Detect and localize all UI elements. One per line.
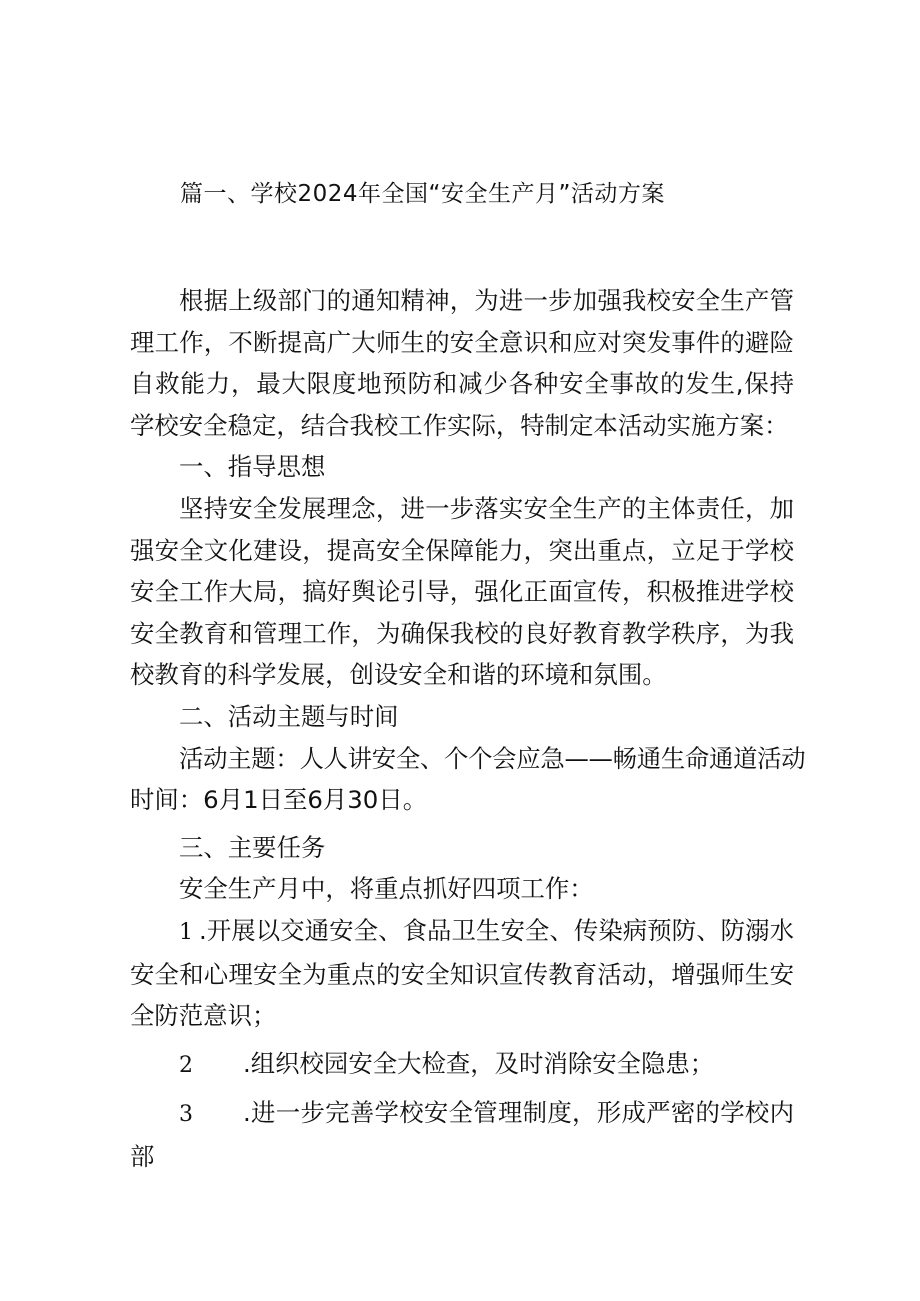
task-item-text: .进一步完善学校安全管理制度，形成严密的学校内部 xyxy=(130,1098,794,1171)
task-item-text: .组织校园安全大检查，及时消除安全隐患； xyxy=(243,1048,715,1078)
guiding-thought-paragraph: 坚持安全发展理念，进一步落实安全生产的主体责任，加强安全文化建设，提高安全保障能力，突出重点，立足于学校安全工作大局，搞好舆论引导，强化正面宣传，积极推进学校安全教育和管理工作，为确保我校的良好教育教学秩序，为我校教育的科学发展，创设安全和谐的环境和氛围。 xyxy=(130,493,794,690)
section-heading-theme-time: 二、活动主题与时间 xyxy=(179,701,399,731)
section-heading-main-tasks: 三、主要任务 xyxy=(179,832,326,862)
page-title: 篇一、学校2024年全国“安全生产月”活动方案 xyxy=(180,181,665,207)
task-item xyxy=(130,910,794,1037)
task-item-text: .开展以交通安全、食品卫生安全、传染病预防、防溺水安全和心理安全为重点的安全知识宣传教育活动，增强师生安全防范意识； xyxy=(130,915,794,1031)
task-item-number: 3 xyxy=(179,1102,193,1128)
task-item xyxy=(130,1092,794,1177)
task-item-number: 1 xyxy=(179,919,193,945)
task-item xyxy=(130,1043,794,1087)
document-body xyxy=(130,280,806,1177)
section-heading-guiding-thought: 一、指导思想 xyxy=(179,452,326,482)
activity-time: 时间：6月1日至6月30日。 xyxy=(130,785,428,815)
task-item-number: 2 xyxy=(179,1052,193,1078)
intro-paragraph: 根据上级部门的通知精神，为进一步加强我校安全生产管理工作，不断提高广大师生的安全意识和应对突发事件的避险自救能力，最大限度地预防和减少各种安全事故的发生,保持学校安全稳定，结合我校工作实际，特制定本活动实施方案： xyxy=(130,286,794,440)
main-tasks-lead: 安全生产月中，将重点抓好四项工作： xyxy=(179,874,594,904)
activity-theme: 活动主题：人人讲安全、个个会应急——畅通生命通道活动 xyxy=(179,743,806,773)
